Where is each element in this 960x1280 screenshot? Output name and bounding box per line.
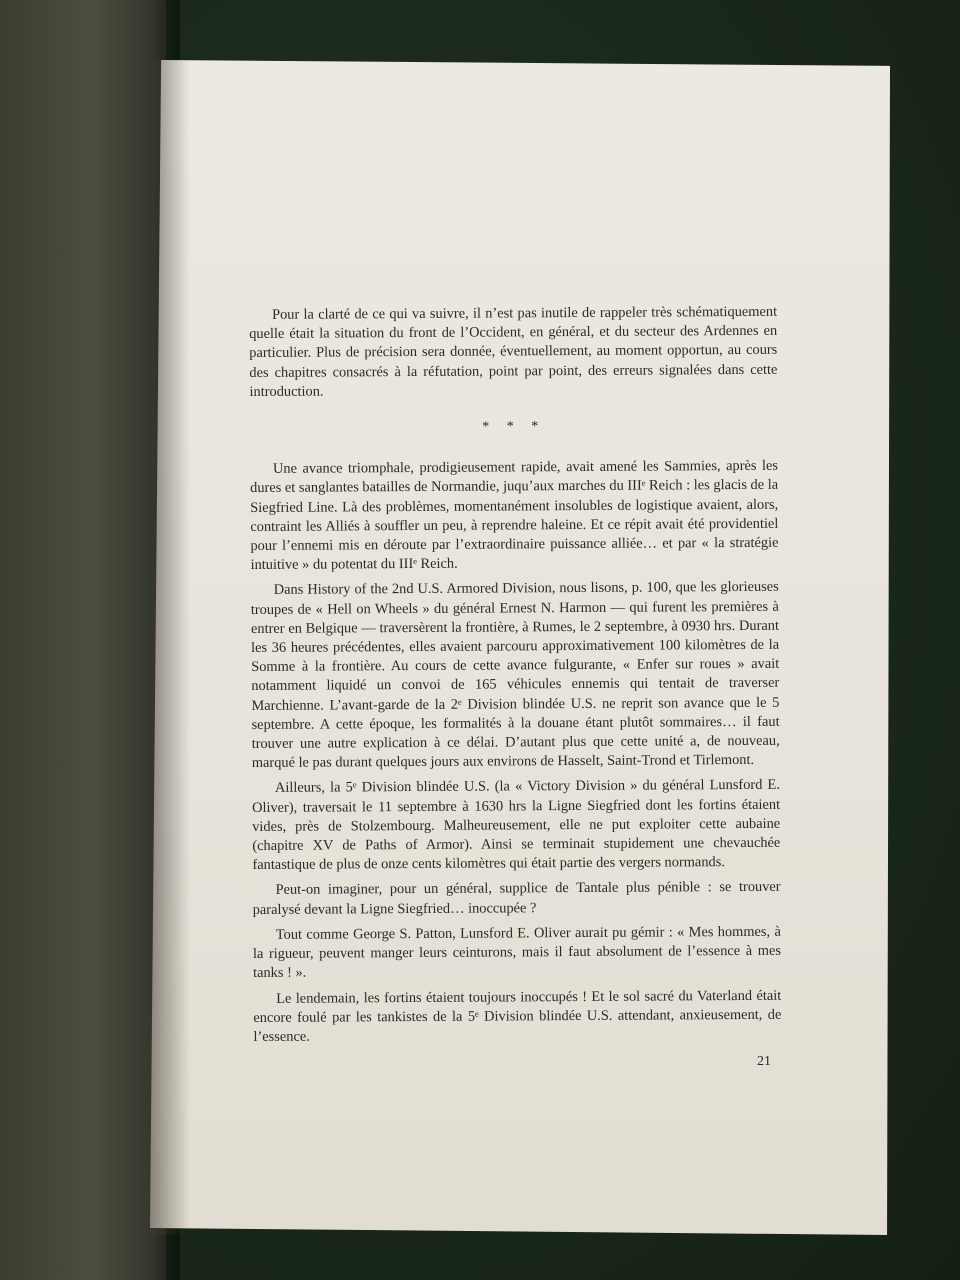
- paragraph-tantale: Peut-on imaginer, pour un général, supplice de Tantale plus pénible : se trouver paralysé devant la Ligne Siegfried… inoccupée ?: [252, 879, 781, 918]
- paragraph-lendemain: Le lendemain, les fortins étaient toujours inoccupés ! Et le sol sacré du Vaterland était encore foulé par les tankistes de la 5ᵉ Division blindée U.S. attendant, anxieusement, de l’essence.: [253, 987, 782, 1045]
- page-gutter-shade: [150, 60, 190, 1235]
- section-separator: * * *: [482, 419, 546, 435]
- left-page-edge: [0, 0, 166, 1280]
- paragraph-intro: Pour la clarté de ce qui va suivre, il n’est pas inutile de rappeler très schématiquement quelle était la situation du front de l’Occident, en général, et du secteur des Ardennes en particulier. Plus de précision sera donnée, éventuellement, au moment opportun, au cours des chapitres consacrés à la réfutation, point par point, des erreurs signalées dans cette introduction.: [249, 303, 778, 400]
- paragraph-avance: Une avance triomphale, prodigieusement rapide, avait amené les Sammies, après les dures et sanglantes batailles de Normandie, juqu’aux marches du IIIᵉ Reich : les glacis de la Siegfried Line. Là des problèmes, momentanément insolubles de logistique avaient, alors, contraint les Alliés à souffler un peu, à reprendre haleine. Et ce répit avait été providentiel pour l’ennemi mis en déroute par l’extraordinaire puissance alliée… et par « la stratégie intuitive » du potentat du IIIᵉ Reich.: [250, 457, 779, 574]
- page-number: 21: [757, 1054, 771, 1069]
- paragraph-ailleurs: Ailleurs, la 5ᵉ Division blindée U.S. (la « Victory Division » du général Lunsford E. Oliver), traversait le 11 septembre à 1630 hrs la Ligne Siegfried dont les fortins étaient vides, près de Stolzembourg. Malheureusement, elle ne put exploiter cette aubaine (chapitre XV de Paths of Armor). Ainsi se terminait stupidement une chevauchée fantastique de plus de onze cents kilomètres qui était partie des vergers normands.: [252, 777, 781, 874]
- page-text: [249, 303, 782, 1053]
- paragraph-history: Dans History of the 2nd U.S. Armored Division, nous lisons, p. 100, que les glorieuses troupes de « Hell on Wheels » du général Ernest N. Harmon — qui furent les premières à entrer en Belgique — traversèrent la frontière, à Rumes, le 2 septembre, à 0930 hrs. Durant les 36 heures précédentes, elles avaient parcouru approximativement 100 kilomètres de la Somme à la frontière. Au cours de cette avance fulgurante, « Enfer sur roues » avait notamment liquidé un convoi de 165 véhicules ennemis qui tentait de traverser Marchienne. L’avant-garde de la 2ᵉ Division blindée U.S. ne reprit son avance que le 5 septembre. A cette époque, les formalités à la douane étant plutôt sommaires… il faut trouver une autre explication à ce délai. D’autant plus que cette unité a, de nouveau, marqué le pas durant quelques jours aux environs de Hasselt, Saint-Trond et Tirlemont.: [250, 579, 780, 772]
- paragraph-patton: Tout comme George S. Patton, Lunsford E. Oliver aurait pu gémir : « Mes hommes, à la rigueur, peuvent manger leurs ceinturons, mais il faut absolument de l’essence à mes tanks ! ».: [252, 923, 781, 982]
